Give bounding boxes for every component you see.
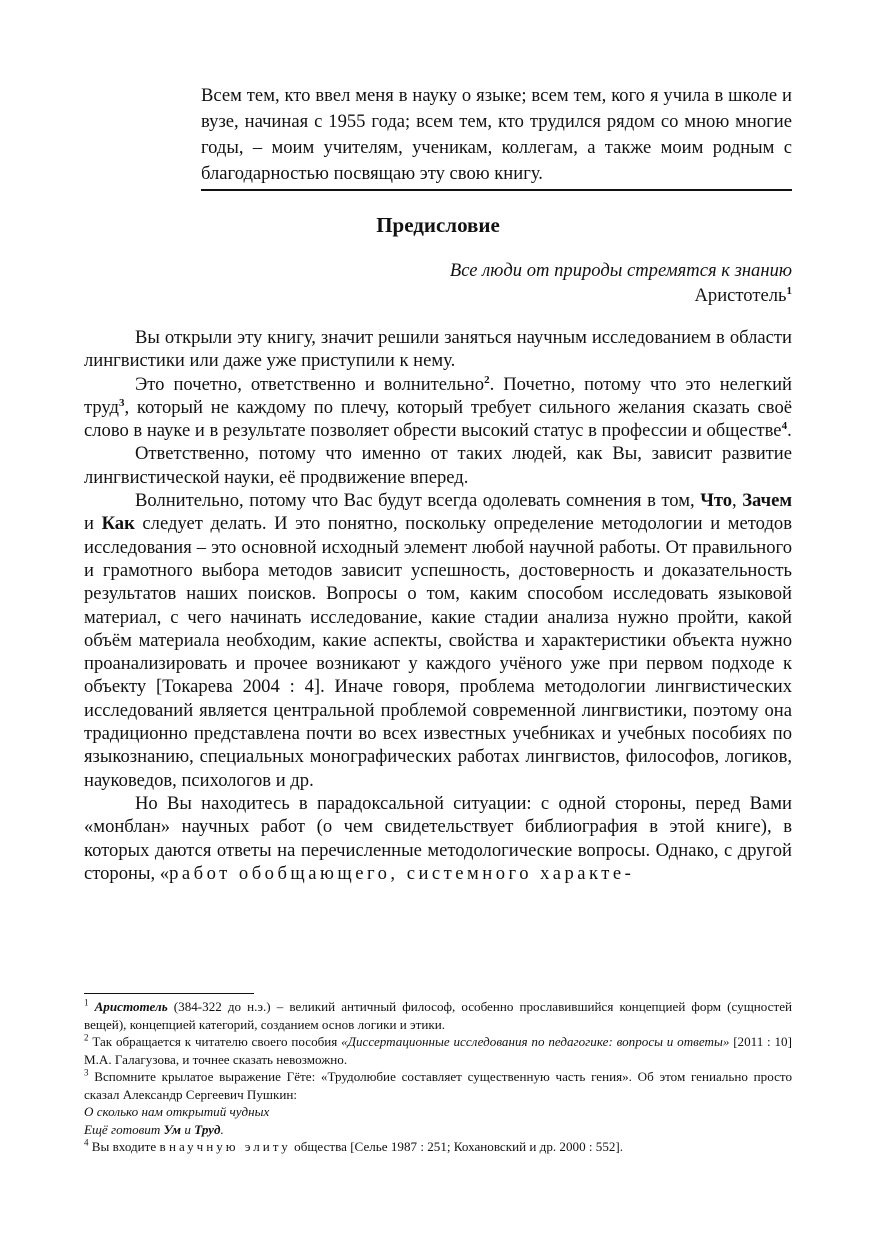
footnote-ref: 1 [786,284,792,297]
footnote-number: 4 [84,1137,89,1148]
paragraph-3: Ответственно, потому что именно от таких людей, как Вы, зависит развитие лингвистической науки, её продвижение вперед. [84,443,792,488]
footnote-text: (384-322 до н.э.) – великий античный философ, особенно прославившийся концепцией форм (сущностей вещей), концепцией категорий, созданием основ логики и этики. [84,999,793,1032]
footnote-number: 2 [84,1032,89,1043]
epigraph [450,258,792,308]
preface-body [84,326,792,885]
paragraph-text: и [84,513,94,535]
footnote-book-title: «Диссертационные исследования по педагогике: вопросы и ответы» [341,1034,730,1049]
paragraph-text: Это почетно, ответственно и волнительно [135,373,485,395]
footnote-2 [84,1033,792,1068]
poem-text: Ещё готовит [84,1121,161,1137]
epigraph-author: Аристотель [694,285,787,306]
footnote-divider [84,993,254,994]
poem-line-2 [84,1121,792,1139]
poem-bold-labor: Труд [194,1121,221,1137]
footnote-name: Аристотель [94,999,168,1014]
paragraph-text: . Почетно, потому что это нелегкий труд [84,373,792,418]
footnote-text: Так обращается к читателю своего пособия [92,1034,338,1049]
poem-line-1: О сколько нам открытий чудных [84,1104,270,1119]
footnote-text: [2011 : 10] М.А. Галагузова, и точнее сказать невозможно. [84,1034,792,1067]
paragraph-1: Вы открыли эту книгу, значит решили заняться научным исследованием в области лингвистики или даже уже приступили к нему. [84,327,792,372]
spaced-text: научную элиту [168,1139,291,1154]
paragraph-text: Но Вы находитесь в парадоксальной ситуации: с одной стороны, перед Вами «монблан» научных работ (о чем свидетельствует библиография в этой книге), в которых даются ответы на перечисленные методологические вопросы. Однако, с другой стороны, « [84,792,792,884]
footnote-text: Вспомните крылатое выражение Гёте: «Трудолюбие составляет существенную часть гения». Об этом гениально просто сказал Александр Сергеевич Пушкин: [84,1069,792,1102]
footnote-ref: 4 [781,420,788,432]
page-title: Предисловие [376,213,500,237]
dedication: Всем тем, кто ввел меня в науку о языке; всем тем, кого я учила в школе и вузе, начиная с 1955 года; всем тем, кто трудился рядом со мною многие годы, – моим учителям, ученикам, коллегам, а также моим родным с благодарностью посвящаю эту свою книгу. [201,83,792,191]
bold-term-why: Зачем [742,490,792,512]
paragraph-text: Волнительно, потому что Вас будут всегда одолевать сомнения в том, [135,490,695,512]
footnote-4 [84,1138,792,1156]
paragraph-text: следует делать. И это понятно, поскольку определение методологии и методов исследования – это основной исходный элемент любой научной работы. От правильного и грамотного выбора методов зависит успешность, достоверность и доказательность результатов наших поисков. Вопросы о том, каким способом исследовать языковой материал, с чего начинать исследование, какие стадии анализа нужно пройти, какой объём материала необходим, какие аспекты, свойства и характеристики объекта нужно проанализировать и прочее возникают у каждого учёного уже при первом подходе к объекту [Токарева 2004 : 4]. Иначе говоря, проблема методологии лингвистических исследований является центральной проблемой современной лингвистики, поэтому она традиционно представлена почти во всех известных учебниках и учебных пособиях по языкознанию, специальных монографических работах лингвистов, философов, логиков, науковедов, психологов и др. [84,513,792,791]
epigraph-author-line [450,283,792,308]
footnote-text: Вы входите в [91,1139,166,1154]
paragraph-4 [84,489,792,792]
poem-text: и [184,1121,191,1137]
paragraph-5 [84,792,792,885]
footnote-3 [84,1068,792,1103]
paragraph-text: , который не каждому по плечу, который требует сильного желания сказать своё слово в науке и в результате позволяет обрести высокий статус в профессии и обществе [84,396,792,442]
spaced-text: работ обобщающего, системного характе- [169,862,635,884]
footnote-ref: 2 [484,373,490,386]
footnote-1 [84,998,792,1033]
poem-bold-mind: Ум [163,1121,182,1137]
footnote-ref: 3 [119,396,125,409]
paragraph-2 [84,373,792,443]
footnote-number: 3 [84,1067,89,1078]
bold-term-what: Что [700,490,733,512]
paragraph-text: . [787,420,792,442]
footnotes [84,998,792,1156]
bold-term-how: Как [101,513,135,535]
footnote-number: 1 [84,997,89,1008]
paragraph-text: , [732,490,737,512]
epigraph-quote: Все люди от природы стремятся к знанию [449,260,792,281]
poem-text: . [220,1121,224,1137]
footnote-text: общества [Селье 1987 : 251; Кохановский и др. 2000 : 552]. [294,1139,624,1154]
